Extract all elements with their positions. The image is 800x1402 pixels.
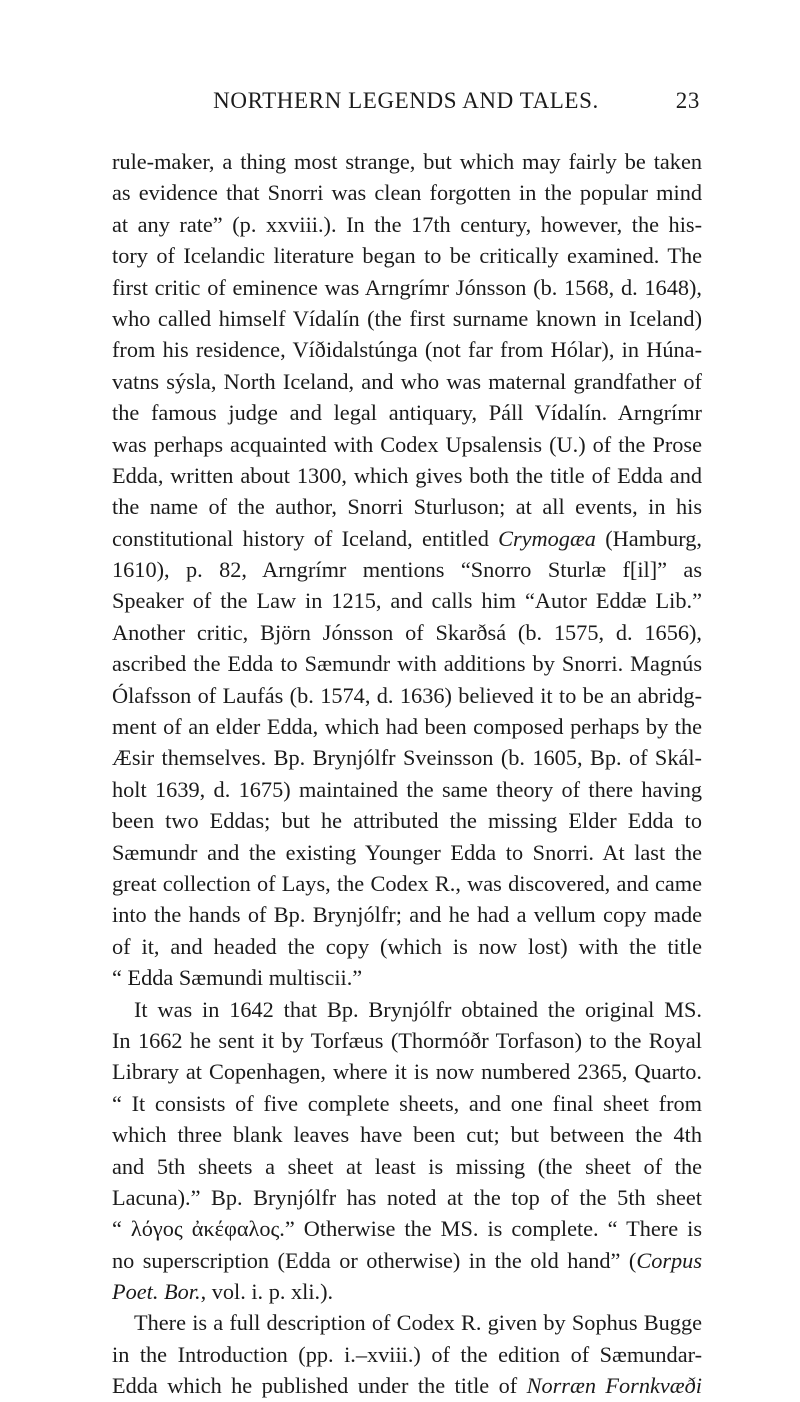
text-line: was perhaps acquainted with Codex Upsalensis (U.) of the Prose [112,431,702,457]
text-line: “ It consists of five complete sheets, and one final sheet from [112,1090,702,1116]
text-line-with-italic [112,1370,702,1401]
text-line: ascribed the Edda to Sæmundr with additions by Snorri. Magnús [112,651,702,677]
text-line: which three blank leaves have been cut; but between the 4th [112,1122,702,1148]
running-head [112,84,700,118]
text-line: first critic of eminence was Arngrímr Jónsson (b. 1568, d. 1648), [112,274,702,300]
text-line: Another critic, Björn Jónsson of Skarðsá (b. 1575, d. 1656), [112,619,702,645]
text-line: and 5th sheets a sheet at least is missing (the sheet of the [112,1153,702,1179]
text-segment: Edda which he published under the title of [112,1373,527,1399]
text-line: of it, and headed the copy (which is now lost) with the title [112,933,702,959]
italic-title-crymogaea: Crymogæa [498,525,596,551]
running-title: NORTHERN LEGENDS AND TALES. [213,88,599,113]
text-line: “ λόγος ἀκέφαλος.” Otherwise the MS. is complete. “ There is [112,1216,702,1242]
italic-title-corpus: Corpus [636,1247,702,1273]
text-line: as evidence that Snorri was clean forgotten in the popular mind [112,180,702,206]
text-segment: (Hamburg, [595,525,703,551]
text-line: Ólafsson of Laufás (b. 1574, d. 1636) believed it to be an abridg- [112,682,702,708]
text-line: tory of Icelandic literature began to be critically examined. The [112,243,702,269]
text-line: holt 1639, d. 1675) maintained the same theory of there having [112,776,702,802]
text-line-with-italic [112,1245,702,1276]
text-line-with-italic [112,523,702,554]
text-line: rule-maker, a thing most strange, but which may fairly be taken [112,149,702,174]
text-line: been two Eddas; but he attributed the missing Elder Edda to [112,808,702,834]
text-line: into the hands of Bp. Brynjólfr; and he had a vellum copy made [112,902,702,928]
text-segment: no superscription (Edda or otherwise) in the old hand” ( [112,1247,637,1273]
text-segment: , vol. i. p. xli.). [200,1279,334,1305]
text-line-paragraph-start: It was in 1642 that Bp. Brynjólfr obtained the original MS. [134,996,702,1022]
text-line: In 1662 he sent it by Torfæus (Thormóðr Torfason) to the Royal [112,1027,702,1053]
text-line: Library at Copenhagen, where it is now numbered 2365, Quarto. [112,1059,702,1085]
text-line-paragraph-start: There is a full description of Codex R. given by Sophus Bugge [134,1310,702,1336]
text-line-paragraph-end: “ Edda Sæmundi multiscii.” [112,965,363,991]
text-line: great collection of Lays, the Codex R., was discovered, and came [112,870,702,896]
text-line: 1610), p. 82, Arngrímr mentions “Snorro Sturlæ f[il]” as [112,557,702,583]
text-line-paragraph-end [112,1276,702,1307]
text-segment: constitutional history of Iceland, entitled [112,525,499,551]
text-line: vatns sýsla, North Iceland, and who was maternal grandfather of [112,368,702,394]
text-line: Sæmundr and the existing Younger Edda to Snorri. At last the [112,839,702,865]
page-number: 23 [675,88,700,113]
italic-title-norraen-fornkvaedi: Norræn Fornkvæði [526,1373,702,1399]
text-line: in the Introduction (pp. i.–xviii.) of the edition of Sæmundar- [112,1341,702,1367]
text-line: the name of the author, Snorri Sturluson; at all events, in his [112,494,702,520]
text-line: ment of an elder Edda, which had been composed perhaps by the [112,714,702,740]
body-text [112,146,702,1402]
text-line: who called himself Vídalín (the first surname known in Iceland) [112,305,702,331]
text-line: the famous judge and legal antiquary, Páll Vídalín. Arngrímr [112,400,702,426]
text-line: at any rate” (p. xxviii.). In the 17th century, however, the his- [112,211,702,237]
text-line: Lacuna).” Bp. Brynjólfr has noted at the top of the 5th sheet [112,1184,702,1210]
text-line: from his residence, Víðidalstúnga (not far from Hólar), in Húna- [112,337,702,363]
text-line: Edda, written about 1300, which gives both the title of Edda and [112,462,702,488]
text-line: Æsir themselves. Bp. Brynjólfr Sveinsson (b. 1605, Bp. of Skál- [112,745,702,771]
text-line: Speaker of the Law in 1215, and calls him “Autor Eddæ Lib.” [112,588,702,614]
italic-title-poet-bor: Poet. Bor. [112,1279,201,1305]
